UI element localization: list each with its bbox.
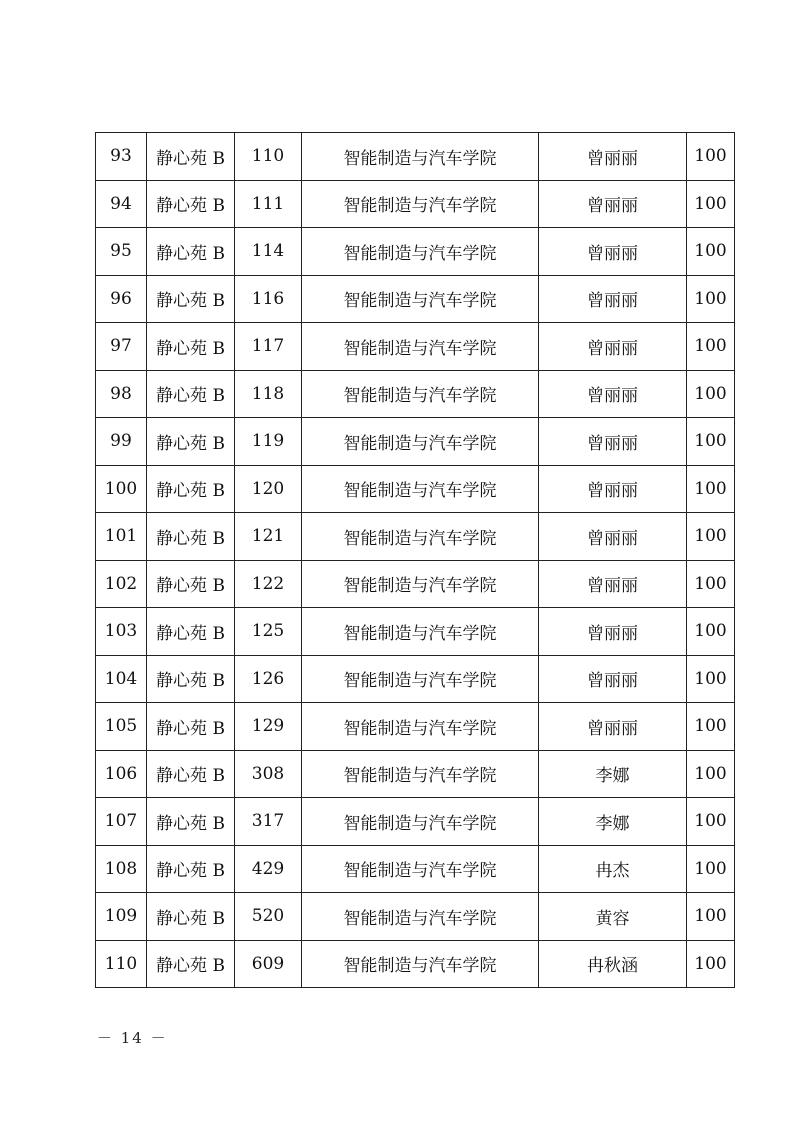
college-cell: 智能制造与汽车学院 <box>302 228 539 276</box>
person-in-charge-cell: 曾丽丽 <box>539 703 687 751</box>
table-row <box>96 703 735 751</box>
building-cell: 静心苑 B <box>147 893 235 941</box>
person-in-charge-cell: 曾丽丽 <box>539 655 687 703</box>
dormitory-score-table <box>95 132 735 988</box>
college-cell: 智能制造与汽车学院 <box>302 798 539 846</box>
room-number-cell: 317 <box>235 798 302 846</box>
score-cell: 100 <box>687 560 735 608</box>
score-cell: 100 <box>687 133 735 181</box>
row-number-cell: 94 <box>96 180 147 228</box>
table-row <box>96 893 735 941</box>
person-in-charge-cell: 曾丽丽 <box>539 465 687 513</box>
college-cell: 智能制造与汽车学院 <box>302 845 539 893</box>
table-row <box>96 560 735 608</box>
table-row <box>96 655 735 703</box>
person-in-charge-cell: 曾丽丽 <box>539 560 687 608</box>
building-cell: 静心苑 B <box>147 180 235 228</box>
person-in-charge-cell: 冉秋涵 <box>539 940 687 988</box>
row-number-cell: 105 <box>96 703 147 751</box>
row-number-cell: 102 <box>96 560 147 608</box>
score-cell: 100 <box>687 893 735 941</box>
college-cell: 智能制造与汽车学院 <box>302 180 539 228</box>
row-number-cell: 97 <box>96 323 147 371</box>
room-number-cell: 308 <box>235 750 302 798</box>
building-cell: 静心苑 B <box>147 133 235 181</box>
room-number-cell: 429 <box>235 845 302 893</box>
score-cell: 100 <box>687 513 735 561</box>
building-cell: 静心苑 B <box>147 275 235 323</box>
building-cell: 静心苑 B <box>147 323 235 371</box>
person-in-charge-cell: 曾丽丽 <box>539 608 687 656</box>
person-in-charge-cell: 曾丽丽 <box>539 228 687 276</box>
row-number-cell: 104 <box>96 655 147 703</box>
room-number-cell: 118 <box>235 370 302 418</box>
score-cell: 100 <box>687 608 735 656</box>
room-number-cell: 114 <box>235 228 302 276</box>
row-number-cell: 101 <box>96 513 147 561</box>
room-number-cell: 120 <box>235 465 302 513</box>
table-row <box>96 133 735 181</box>
table-row <box>96 370 735 418</box>
college-cell: 智能制造与汽车学院 <box>302 655 539 703</box>
person-in-charge-cell: 曾丽丽 <box>539 323 687 371</box>
table-row <box>96 465 735 513</box>
college-cell: 智能制造与汽车学院 <box>302 323 539 371</box>
building-cell: 静心苑 B <box>147 940 235 988</box>
room-number-cell: 111 <box>235 180 302 228</box>
table-body <box>96 133 735 988</box>
table-row <box>96 845 735 893</box>
table-row <box>96 940 735 988</box>
building-cell: 静心苑 B <box>147 845 235 893</box>
room-number-cell: 520 <box>235 893 302 941</box>
room-number-cell: 609 <box>235 940 302 988</box>
score-cell: 100 <box>687 275 735 323</box>
score-cell: 100 <box>687 750 735 798</box>
person-in-charge-cell: 李娜 <box>539 750 687 798</box>
building-cell: 静心苑 B <box>147 798 235 846</box>
score-cell: 100 <box>687 228 735 276</box>
building-cell: 静心苑 B <box>147 465 235 513</box>
row-number-cell: 106 <box>96 750 147 798</box>
college-cell: 智能制造与汽车学院 <box>302 893 539 941</box>
row-number-cell: 95 <box>96 228 147 276</box>
room-number-cell: 122 <box>235 560 302 608</box>
row-number-cell: 93 <box>96 133 147 181</box>
college-cell: 智能制造与汽车学院 <box>302 608 539 656</box>
row-number-cell: 103 <box>96 608 147 656</box>
building-cell: 静心苑 B <box>147 655 235 703</box>
room-number-cell: 116 <box>235 275 302 323</box>
score-cell: 100 <box>687 703 735 751</box>
row-number-cell: 96 <box>96 275 147 323</box>
score-cell: 100 <box>687 418 735 466</box>
table-row <box>96 513 735 561</box>
score-cell: 100 <box>687 655 735 703</box>
score-cell: 100 <box>687 370 735 418</box>
row-number-cell: 99 <box>96 418 147 466</box>
row-number-cell: 109 <box>96 893 147 941</box>
college-cell: 智能制造与汽车学院 <box>302 940 539 988</box>
person-in-charge-cell: 李娜 <box>539 798 687 846</box>
room-number-cell: 129 <box>235 703 302 751</box>
row-number-cell: 100 <box>96 465 147 513</box>
table-row <box>96 798 735 846</box>
person-in-charge-cell: 曾丽丽 <box>539 418 687 466</box>
college-cell: 智能制造与汽车学院 <box>302 465 539 513</box>
row-number-cell: 98 <box>96 370 147 418</box>
building-cell: 静心苑 B <box>147 703 235 751</box>
room-number-cell: 126 <box>235 655 302 703</box>
room-number-cell: 125 <box>235 608 302 656</box>
college-cell: 智能制造与汽车学院 <box>302 513 539 561</box>
table-row <box>96 323 735 371</box>
person-in-charge-cell: 曾丽丽 <box>539 370 687 418</box>
score-cell: 100 <box>687 323 735 371</box>
college-cell: 智能制造与汽车学院 <box>302 418 539 466</box>
room-number-cell: 121 <box>235 513 302 561</box>
building-cell: 静心苑 B <box>147 608 235 656</box>
table-row <box>96 750 735 798</box>
row-number-cell: 108 <box>96 845 147 893</box>
person-in-charge-cell: 曾丽丽 <box>539 133 687 181</box>
building-cell: 静心苑 B <box>147 370 235 418</box>
college-cell: 智能制造与汽车学院 <box>302 703 539 751</box>
table-row <box>96 228 735 276</box>
room-number-cell: 117 <box>235 323 302 371</box>
building-cell: 静心苑 B <box>147 228 235 276</box>
building-cell: 静心苑 B <box>147 418 235 466</box>
building-cell: 静心苑 B <box>147 750 235 798</box>
building-cell: 静心苑 B <box>147 560 235 608</box>
college-cell: 智能制造与汽车学院 <box>302 560 539 608</box>
room-number-cell: 110 <box>235 133 302 181</box>
person-in-charge-cell: 冉杰 <box>539 845 687 893</box>
room-number-cell: 119 <box>235 418 302 466</box>
table-row <box>96 180 735 228</box>
row-number-cell: 107 <box>96 798 147 846</box>
college-cell: 智能制造与汽车学院 <box>302 750 539 798</box>
table-row <box>96 418 735 466</box>
score-cell: 100 <box>687 845 735 893</box>
table-row <box>96 275 735 323</box>
college-cell: 智能制造与汽车学院 <box>302 275 539 323</box>
score-cell: 100 <box>687 180 735 228</box>
building-cell: 静心苑 B <box>147 513 235 561</box>
page-number: － 14 － <box>97 1029 168 1047</box>
person-in-charge-cell: 曾丽丽 <box>539 513 687 561</box>
score-cell: 100 <box>687 465 735 513</box>
person-in-charge-cell: 曾丽丽 <box>539 275 687 323</box>
score-cell: 100 <box>687 940 735 988</box>
row-number-cell: 110 <box>96 940 147 988</box>
table-row <box>96 608 735 656</box>
college-cell: 智能制造与汽车学院 <box>302 133 539 181</box>
person-in-charge-cell: 黄容 <box>539 893 687 941</box>
score-cell: 100 <box>687 798 735 846</box>
person-in-charge-cell: 曾丽丽 <box>539 180 687 228</box>
college-cell: 智能制造与汽车学院 <box>302 370 539 418</box>
